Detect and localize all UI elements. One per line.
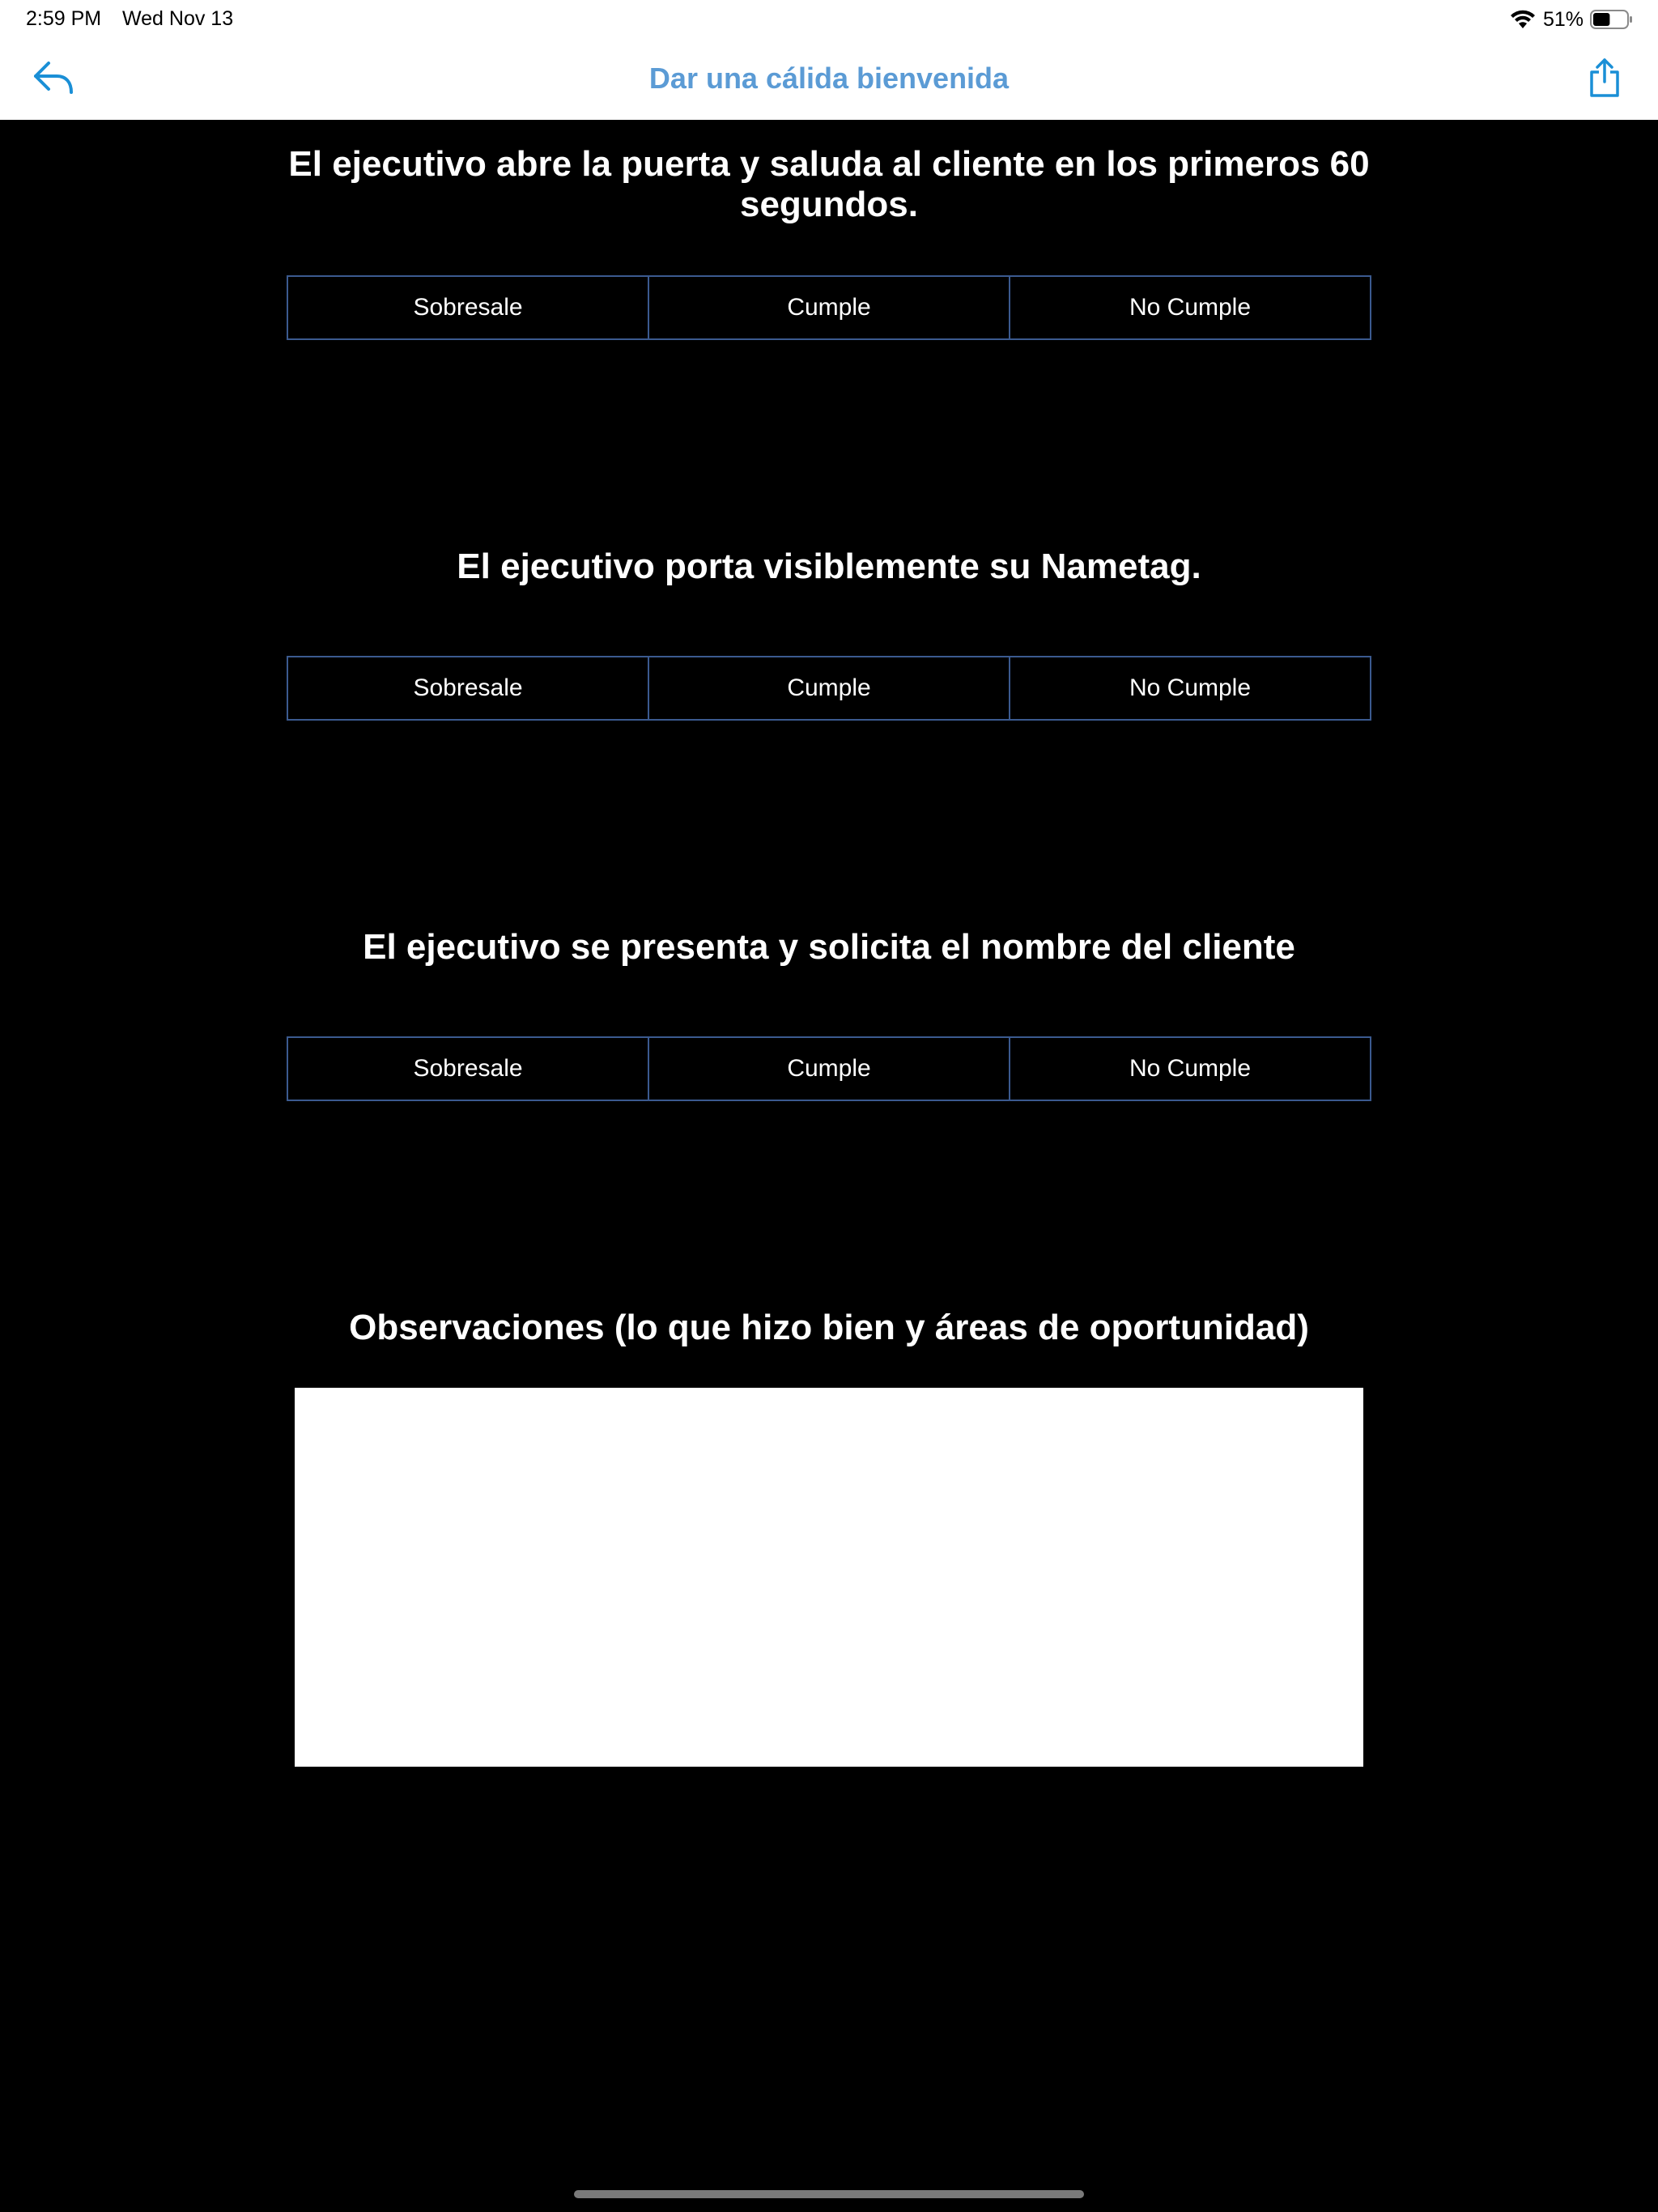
option-sobresale[interactable]: Sobresale [288, 277, 648, 338]
home-indicator[interactable] [574, 2190, 1084, 2198]
rating-control-2 [287, 656, 1371, 721]
share-button[interactable] [1582, 53, 1627, 102]
rating-control-1 [287, 275, 1371, 340]
status-time: 2:59 PM [26, 7, 102, 30]
wifi-icon [1509, 9, 1537, 30]
option-cumple[interactable]: Cumple [648, 277, 1009, 338]
status-date: Wed Nov 13 [122, 7, 234, 30]
share-icon [1588, 57, 1621, 98]
option-sobresale[interactable]: Sobresale [288, 1038, 648, 1100]
battery-percent: 51% [1542, 7, 1584, 31]
option-no-cumple[interactable]: No Cumple [1009, 277, 1370, 338]
observations-title: Observaciones (lo que hizo bien y áreas de oportunidad) [349, 1308, 1309, 1347]
question-title-2: El ejecutivo porta visiblemente su Nametag. [457, 547, 1201, 586]
question-title-3: El ejecutivo se presenta y solicita el nombre del cliente [363, 927, 1295, 967]
option-no-cumple[interactable]: No Cumple [1009, 657, 1370, 719]
nav-title: Dar una cálida bienvenida [648, 62, 1010, 95]
status-bar [0, 0, 1658, 39]
option-no-cumple[interactable]: No Cumple [1009, 1038, 1370, 1100]
status-right [1509, 5, 1634, 34]
observations-input[interactable] [295, 1388, 1363, 1767]
nav-bar [0, 39, 1658, 120]
question-title-1: El ejecutivo abre la puerta y saluda al cliente en los primeros 60 segundos. [288, 144, 1370, 224]
option-cumple[interactable]: Cumple [648, 657, 1009, 719]
battery-icon [1590, 9, 1634, 30]
rating-control-3 [287, 1036, 1371, 1101]
option-cumple[interactable]: Cumple [648, 1038, 1009, 1100]
header [0, 0, 1658, 120]
option-sobresale[interactable]: Sobresale [288, 657, 648, 719]
